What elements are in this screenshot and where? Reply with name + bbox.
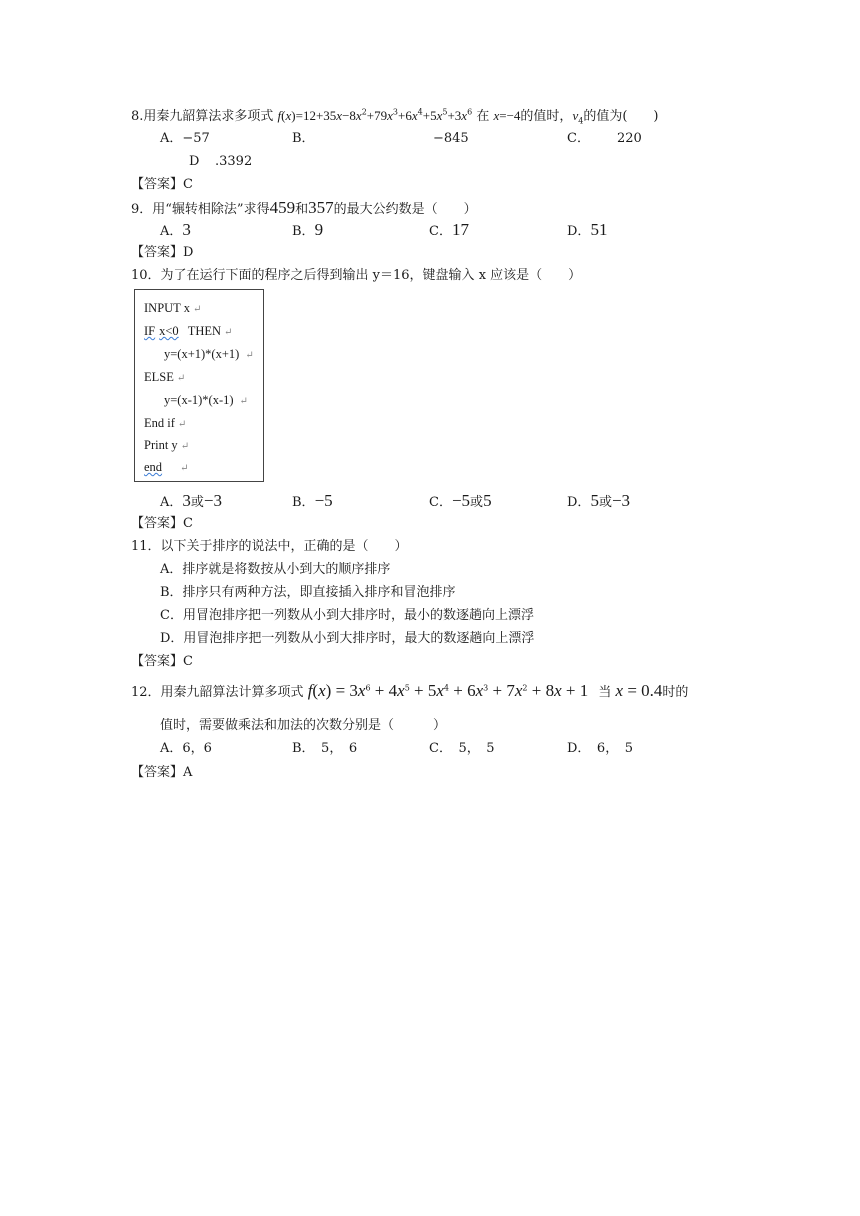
q8-stem (131, 108, 658, 125)
q8-xcond: x (493, 108, 500, 123)
return-icon: ↵ (192, 304, 202, 315)
return-icon: ↵ (180, 441, 190, 452)
q8-f: f (277, 108, 282, 123)
q12-f: f (307, 681, 313, 700)
code-line-2-cond: x<0 (159, 324, 179, 338)
q12-cond: = 0.4 (623, 681, 663, 700)
q8-lp: ( (281, 108, 286, 123)
code-line-6-text: End if (144, 416, 175, 430)
return-icon: ↵ (176, 373, 186, 384)
q9-option-b (292, 221, 323, 241)
q8-x3: x (387, 108, 393, 123)
q11-option-d: D．用冒泡排序把一列数从小到大排序时，最大的数逐趟向上漂浮 (160, 631, 535, 646)
q12-x0: x (318, 681, 326, 700)
q12-p5: + 5 (409, 681, 437, 700)
q8-t3: +79 (366, 108, 388, 123)
q12-e2: 2 (522, 683, 528, 693)
q12-x4: x (475, 681, 484, 700)
q10-option-c-label: C． (429, 495, 452, 510)
q11-option-c: C．用冒泡排序把一列数从小到大排序时，最小的数逐趟向上漂浮 (160, 608, 534, 623)
q12-intro: 12．用秦九韶算法计算多项式 (131, 685, 304, 700)
q10-option-a-v2: −3 (203, 491, 222, 510)
q9-option-c (429, 221, 469, 241)
q11-option-a: A．排序就是将数按从小到大的顺序排序 (160, 562, 391, 577)
return-icon: ↵ (177, 419, 187, 430)
q12-e4: 4 (443, 683, 450, 693)
q10-option-d-mid: 或 (598, 495, 612, 510)
q9-text-b: 和 (295, 202, 309, 217)
return-icon: ↵ (224, 327, 233, 338)
q9-stem (131, 199, 477, 219)
q8-x5: x (436, 108, 443, 123)
q12-p8: + 8 (527, 681, 555, 700)
code-line-2-then: THEN (187, 324, 222, 338)
q12-x6: x (554, 681, 562, 700)
q10-option-b-v1: −5 (314, 491, 333, 510)
q8-cond: =−4 (499, 108, 521, 123)
code-line-8 (144, 460, 188, 476)
q8-at: 在 (476, 109, 490, 124)
q10-option-c-v2: 5 (483, 491, 492, 510)
q9-option-d (567, 221, 607, 241)
code-line-8-text: end (144, 460, 163, 474)
q8-t4: +6 (398, 108, 412, 123)
q8-x6: x (461, 108, 468, 123)
code-line-1 (144, 301, 201, 317)
q12-x5: x (514, 681, 523, 700)
q8-t2: −8 (342, 108, 356, 123)
code-line-3 (164, 347, 254, 363)
q9-option-b-label: B． (292, 224, 315, 239)
code-line-4-text: ELSE (144, 370, 174, 384)
q10-option-b (292, 492, 333, 512)
code-line-4 (144, 370, 185, 386)
return-icon: ↵ (180, 463, 189, 474)
code-line-7 (144, 438, 189, 454)
q8-option-d-value: .3392 (215, 154, 253, 169)
q9-option-d-label: D． (567, 224, 591, 239)
q9-option-a-value: 3 (182, 220, 191, 239)
q10-option-a-label: A． (160, 495, 183, 510)
code-line-6 (144, 416, 186, 432)
q8-tail1: 的值时， (520, 109, 573, 124)
q11-answer: 【答案】C (131, 654, 193, 669)
q8-e3: 3 (392, 107, 399, 117)
q8-t1: )=12+35 (291, 108, 337, 123)
q12-xcond: x (615, 681, 624, 700)
q10-option-d-label: D． (567, 495, 591, 510)
q8-e6: 6 (467, 107, 473, 117)
q9-option-b-value: 9 (314, 220, 324, 239)
q8-x0: x (285, 108, 292, 123)
q8-option-b-value: −845 (433, 131, 469, 146)
q9-option-a-label: A． (160, 224, 183, 239)
q8-v-sub: 4 (578, 116, 584, 126)
q11-option-b: B．排序只有两种方法，即直接插入排序和冒泡排序 (160, 585, 456, 600)
code-line-1-text: INPUT x (144, 301, 190, 315)
q12-option-a: A．6，6 (160, 741, 212, 756)
q11-stem: 11．以下关于排序的说法中，正确的是（ ） (131, 539, 408, 554)
q9-option-c-label: C． (429, 224, 452, 239)
q10-option-c (429, 492, 492, 512)
q12-when-tail: 时的 (662, 685, 689, 700)
q10-option-c-v1: −5 (451, 491, 471, 510)
q12-option-b: B． 5， 6 (292, 741, 358, 756)
q10-option-a-mid: 或 (190, 495, 204, 510)
q12-line2: 值时，需要做乘法和加法的次数分别是（ ） (160, 718, 447, 733)
q8-option-d: D (189, 154, 200, 169)
q9-text-a: 9．用“辗转相除法”求得 (131, 202, 270, 217)
q8-t6: +3 (447, 108, 462, 123)
q8-e2: 2 (361, 107, 367, 117)
q12-lp: ( (312, 681, 319, 700)
return-icon: ↵ (239, 396, 248, 407)
q12-e6: 6 (365, 683, 371, 693)
code-line-5 (164, 393, 248, 409)
q12-stem (131, 680, 688, 704)
q12-p9: + 1 (561, 681, 589, 700)
q8-e5: 5 (442, 107, 448, 117)
q10-option-a (160, 492, 222, 512)
q12-p7: + 7 (488, 681, 515, 700)
q12-option-c: C． 5， 5 (429, 741, 495, 756)
q9-n1: 459 (269, 198, 296, 217)
q12-p6: + 6 (449, 681, 476, 700)
return-icon: ↵ (245, 350, 254, 361)
q12-option-d: D． 6， 5 (567, 741, 633, 756)
q9-option-d-value: 51 (590, 220, 608, 239)
q9-text-c: 的最大公约数是（ ） (333, 202, 477, 217)
q10-option-d-v2: −3 (611, 491, 631, 510)
code-line-2-if: IF (144, 324, 156, 338)
q8-option-b: B． (292, 131, 315, 146)
q8-option-c: C． (567, 131, 590, 146)
q12-answer: 【答案】A (131, 765, 193, 780)
q8-intro: 8.用秦九韶算法求多项式 (131, 109, 274, 124)
q9-answer: 【答案】D (131, 245, 194, 260)
code-line-7-text: Print y (144, 438, 178, 452)
q12-e3: 3 (483, 683, 489, 693)
q10-stem: 10．为了在运行下面的程序之后得到输出 y＝16，键盘输入 x 应该是（ ） (131, 268, 582, 283)
q10-option-c-mid: 或 (470, 495, 484, 510)
q12-when: 当 (598, 685, 612, 700)
q12-eq: = 3 (331, 681, 358, 700)
q12-x3: x (436, 681, 444, 700)
q8-tail2: 的值为( ) (583, 109, 659, 124)
q8-t5: +5 (422, 108, 437, 123)
q8-x1: x (336, 108, 343, 123)
q10-option-a-v1: 3 (182, 491, 191, 510)
q12-x1: x (357, 681, 366, 700)
q10-option-d (567, 492, 630, 512)
code-box (134, 289, 264, 482)
q9-option-c-value: 17 (451, 220, 469, 239)
q12-rp: ) (325, 681, 332, 700)
q9-option-a (160, 221, 191, 241)
q8-x4: x (411, 108, 418, 123)
q8-option-c-value: 220 (617, 131, 642, 146)
q12-e5: 5 (404, 683, 410, 693)
q10-option-d-v1: 5 (590, 491, 599, 510)
q12-x2: x (397, 681, 405, 700)
q12-p4: + 4 (370, 681, 398, 700)
q10-answer: 【答案】C (131, 516, 193, 531)
code-line-5-text: y=(x-1)*(x-1) (164, 393, 234, 407)
q8-answer: 【答案】C (131, 177, 193, 192)
q9-n2: 357 (308, 198, 334, 217)
q8-e4: 4 (417, 107, 423, 117)
q8-v: v (572, 108, 579, 123)
q10-option-b-label: B． (292, 495, 315, 510)
code-line-3-text: y=(x+1)*(x+1) (164, 347, 240, 361)
code-line-2 (144, 324, 232, 340)
q8-option-a: A．−57 (160, 131, 210, 146)
q8-x2: x (355, 108, 362, 123)
